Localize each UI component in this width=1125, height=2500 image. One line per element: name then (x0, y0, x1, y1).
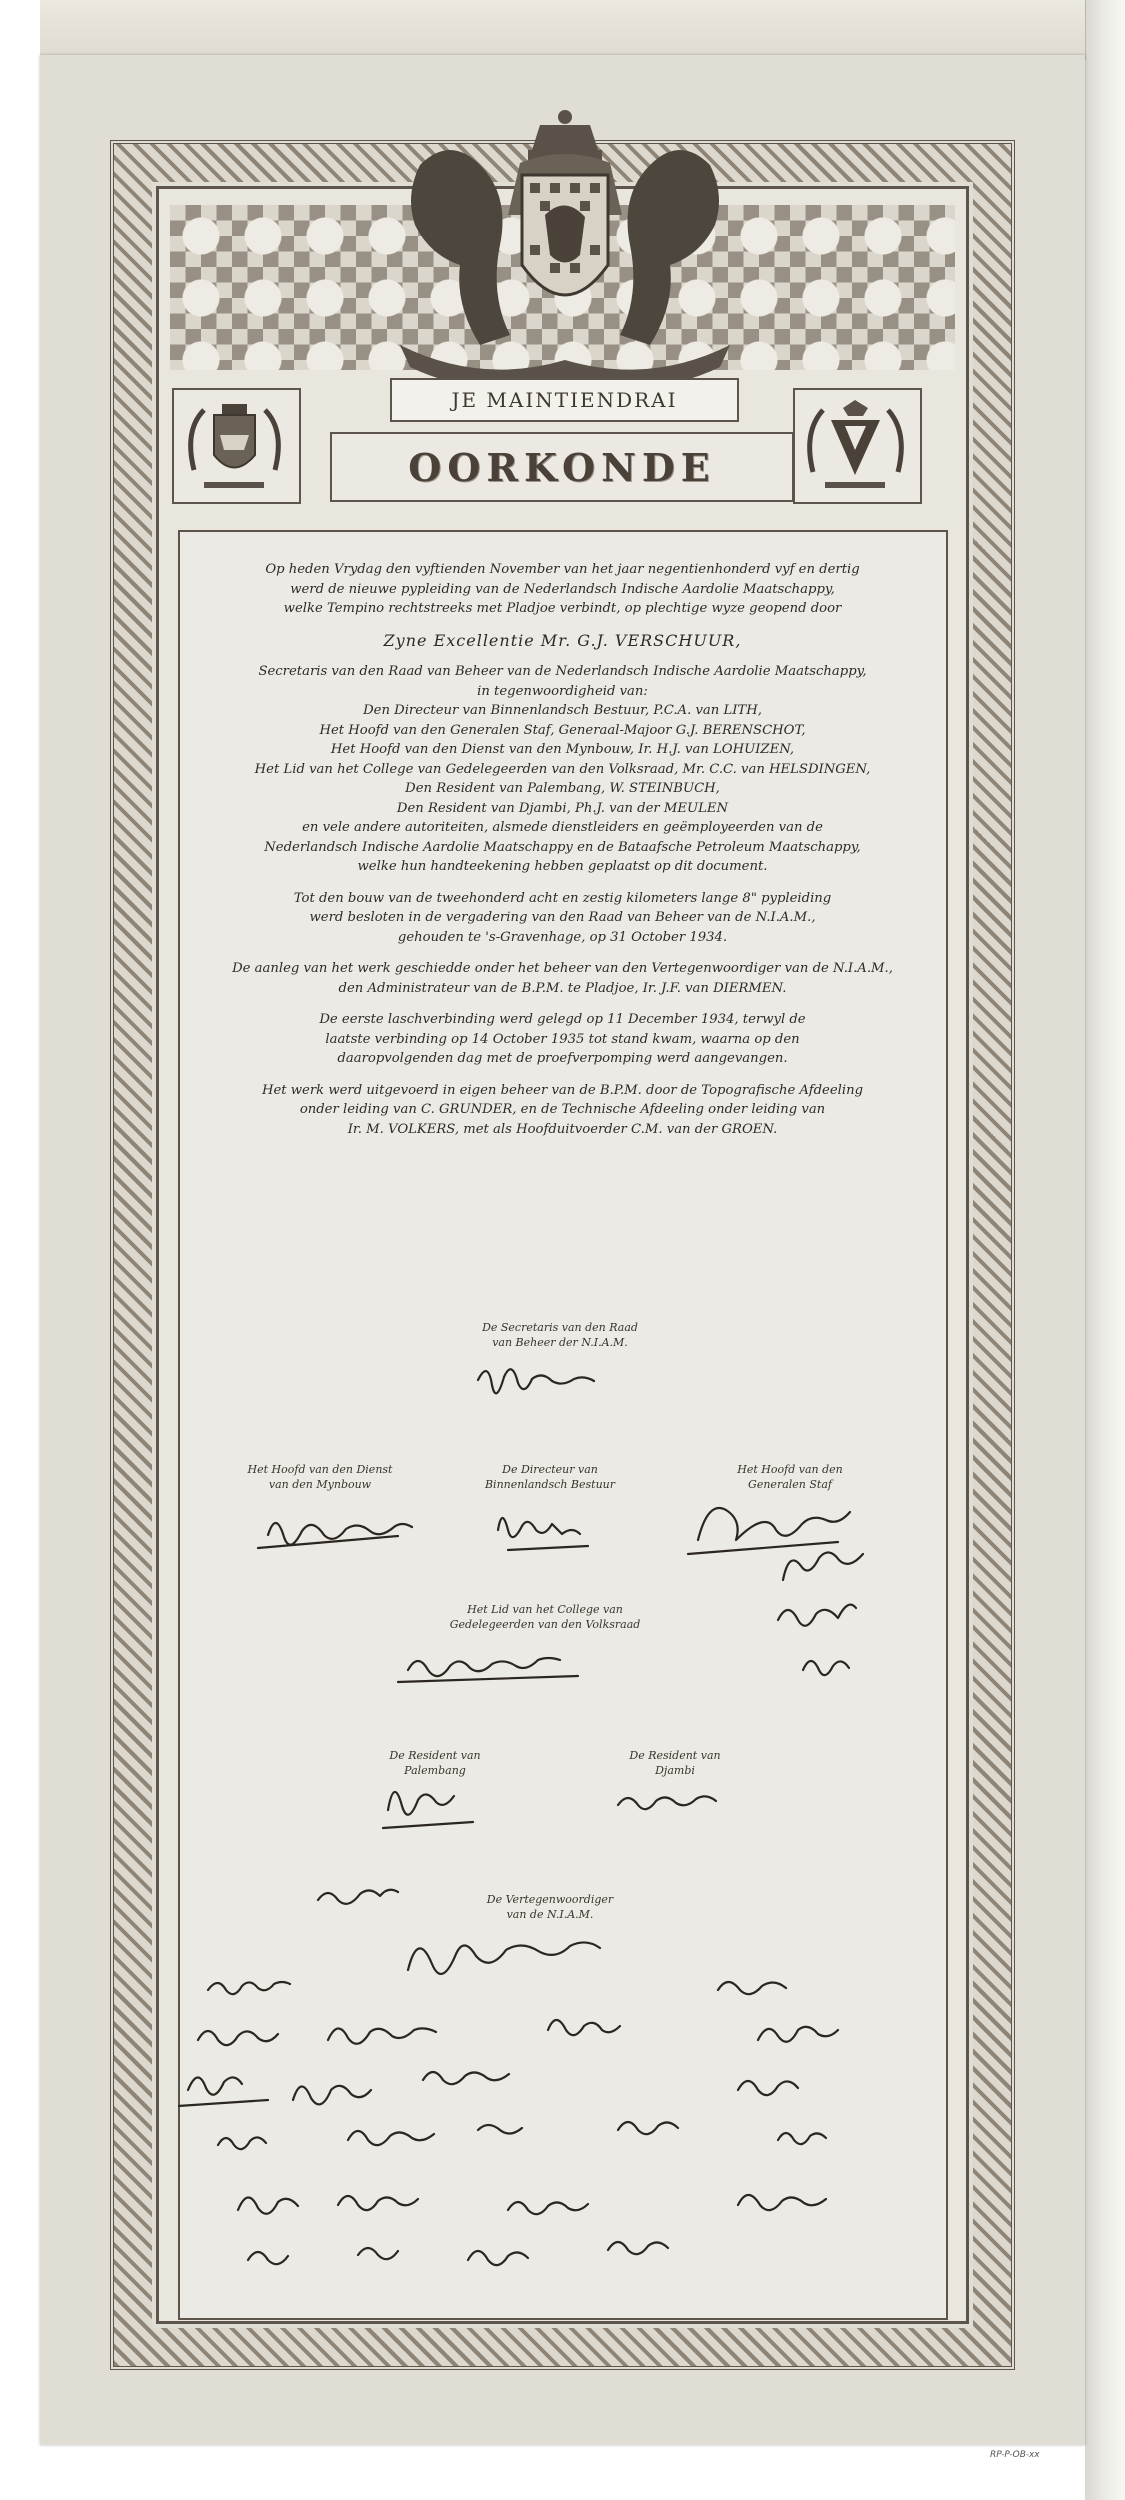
signature-large (408, 1942, 600, 1973)
text-line: Den Resident van Palembang, W. STEINBUCH, (405, 781, 720, 796)
signature-row-1a (208, 1982, 290, 1994)
signature-side-3 (803, 1661, 849, 1675)
text-line: Het werk werd uitgevoerd in eigen beheer van de B.P.M. door de Topografische Afdeeling (261, 1082, 864, 1098)
signature-row-3c (618, 2122, 678, 2134)
paragraph-1 (205, 560, 920, 619)
emblem-right (793, 388, 922, 504)
text-line: in tegenwoordigheid van: (477, 683, 648, 699)
signature-row-4d (738, 2195, 826, 2210)
text-line: gehouden te 's-Gravenhage, op 31 October 1934. (397, 929, 728, 945)
paragraph-7 (205, 1081, 920, 1140)
caption-line: De Secretaris van den Raad (482, 1321, 638, 1334)
caption-line: Het Lid van het College van (467, 1603, 623, 1616)
motto-ribbon: JE MAINTIENDRAI (390, 378, 739, 422)
company-logo-icon (795, 390, 916, 498)
text-line: welke hun handteekening hebben geplaatst op dit document. (357, 859, 768, 874)
signature-djambi (618, 1796, 716, 1809)
emblem-left (172, 388, 301, 504)
signature-row-1b (198, 2031, 278, 2045)
signature-row-2b (293, 2086, 371, 2105)
caption-line: Gedelegeerden van den Volksraad (449, 1618, 641, 1631)
paragraph-5 (205, 959, 920, 998)
text-line: daaropvolgenden dag met de proefverpomping werd aangevangen. (337, 1051, 788, 1066)
text-line: Zyne Excellentie Mr. G.J. VERSCHUUR, (383, 630, 742, 650)
caption-line: van den Mynbouw (268, 1478, 372, 1491)
signature-row-4b (338, 2196, 418, 2210)
signature-row-2c (423, 2072, 509, 2084)
signature-row-1d (548, 2020, 620, 2035)
caption-line: van de N.I.A.M. (506, 1908, 594, 1921)
paragraph-6 (205, 1010, 920, 1069)
text-line: Op heden Vrydag den vyftienden November van het jaar negentienhonderd vyf en dertig (265, 562, 860, 577)
sheet-fold (40, 0, 1086, 60)
city-arms-icon (174, 390, 295, 498)
coat-of-arms-icon (360, 105, 770, 405)
charter-text (205, 560, 920, 1151)
catalog-note: RP-P-OB-xx (990, 2450, 1040, 2460)
caption-line: De Resident van (389, 1749, 481, 1762)
signature-mining (258, 1523, 412, 1548)
text-line: onder leiding van C. GRUNDER, en de Technische Afdeeling onder leiding van (299, 1102, 826, 1117)
caption-line: De Directeur van (502, 1463, 598, 1476)
signature-side-2 (778, 1605, 856, 1626)
signature-row-1f (758, 2027, 838, 2042)
text-line: Den Resident van Djambi, Ph.J. van der MEULEN (396, 800, 729, 816)
text-line: werd de nieuwe pypleiding van de Nederlandsch Indische Aardolie Maatschappy, (290, 581, 835, 597)
signature-row-4a (238, 2197, 298, 2213)
signature-palembang (383, 1792, 473, 1828)
signature-row-3a (218, 2137, 266, 2149)
text-line: De aanleg van het werk geschiedde onder het beheer van den Vertegenwoordiger van de N.I.A.M., (232, 961, 893, 976)
signature-row-3b (348, 2125, 522, 2145)
signature-row-4c (508, 2202, 588, 2214)
signature-staff (688, 1508, 850, 1554)
caption-line: De Resident van (629, 1749, 721, 1762)
text-line: werd besloten in de vergadering van den Raad van Beheer van de N.I.A.M., (309, 910, 816, 925)
text-line: De eerste laschverbinding werd gelegd op 11 December 1934, terwyl de (319, 1012, 806, 1027)
text-line: welke Tempino rechtstreeks met Pladjoe verbindt, op plechtige wyze geopend door (283, 601, 842, 616)
signature-steinbuch (318, 1890, 398, 1904)
signature-row-2a (178, 2077, 268, 2106)
text-line: Ir. M. VOLKERS, met als Hoofduitvoerder C.M. van der GROEN. (347, 1121, 778, 1137)
text-line: den Administrateur van de B.P.M. te Pladjoe, Ir. J.F. van DIERMEN. (338, 980, 787, 996)
signature-row-2d (738, 2081, 798, 2095)
caption-line: van Beheer der N.I.A.M. (492, 1336, 628, 1349)
paragraph-3 (205, 662, 920, 877)
signature-director (498, 1518, 588, 1550)
signature-row-5b (468, 2242, 668, 2265)
signature-row-1c (328, 2028, 436, 2043)
text-line: Tot den bouw van de tweehonderd acht en zestig kilometers lange 8" pypleiding (293, 890, 832, 906)
signature-council (398, 1658, 578, 1682)
caption-line: Generalen Staf (748, 1478, 832, 1491)
signatures-area (178, 1350, 948, 2310)
signature-secretary (478, 1369, 594, 1393)
signature-side-1 (783, 1552, 863, 1580)
caption-line: Djambi (655, 1764, 695, 1777)
caption-line: Het Hoofd van den Dienst (247, 1463, 393, 1476)
signature-row-1e (718, 1982, 786, 1994)
text-line: en vele andere autoriteiten, alsmede dienstleiders en geëmployeerden van de (302, 820, 823, 835)
text-line: Secretaris van den Raad van Beheer van de Nederlandsch Indische Aardolie Maatschappy, (258, 664, 867, 679)
document-title: OORKONDE (408, 444, 716, 490)
text-line: Het Hoofd van den Dienst van den Mynbouw, Ir. H.J. van LOHUIZEN, (330, 742, 795, 757)
title-plate (330, 432, 794, 502)
caption-line: Palembang (404, 1764, 466, 1777)
text-line: laatste verbinding op 14 October 1935 tot stand kwam, waarna op den (325, 1031, 800, 1047)
text-line: Het Hoofd van den Generalen Staf, Generaal-Majoor G.J. BERENSCHOT, (319, 722, 806, 738)
caption-secretary (460, 1320, 660, 1350)
text-line: Den Directeur van Binnenlandsch Bestuur, P.C.A. van LITH, (363, 703, 762, 718)
text-line: Nederlandsch Indische Aardolie Maatschappy en de Bataafsche Petroleum Maatschappy, (264, 839, 861, 855)
signature-row-5a (248, 2248, 398, 2264)
paragraph-4 (205, 889, 920, 948)
caption-line: Binnenlandsch Bestuur (484, 1478, 616, 1491)
signature-row-3d (778, 2133, 826, 2144)
background-edge (1085, 0, 1125, 2500)
caption-line: Het Hoofd van den (737, 1463, 843, 1476)
text-line: Het Lid van het College van Gedelegeerden van den Volksraad, Mr. C.C. van HELSDINGEN, (254, 761, 871, 777)
caption-line: De Vertegenwoordiger (486, 1893, 614, 1906)
paragraph-2 (205, 631, 920, 651)
